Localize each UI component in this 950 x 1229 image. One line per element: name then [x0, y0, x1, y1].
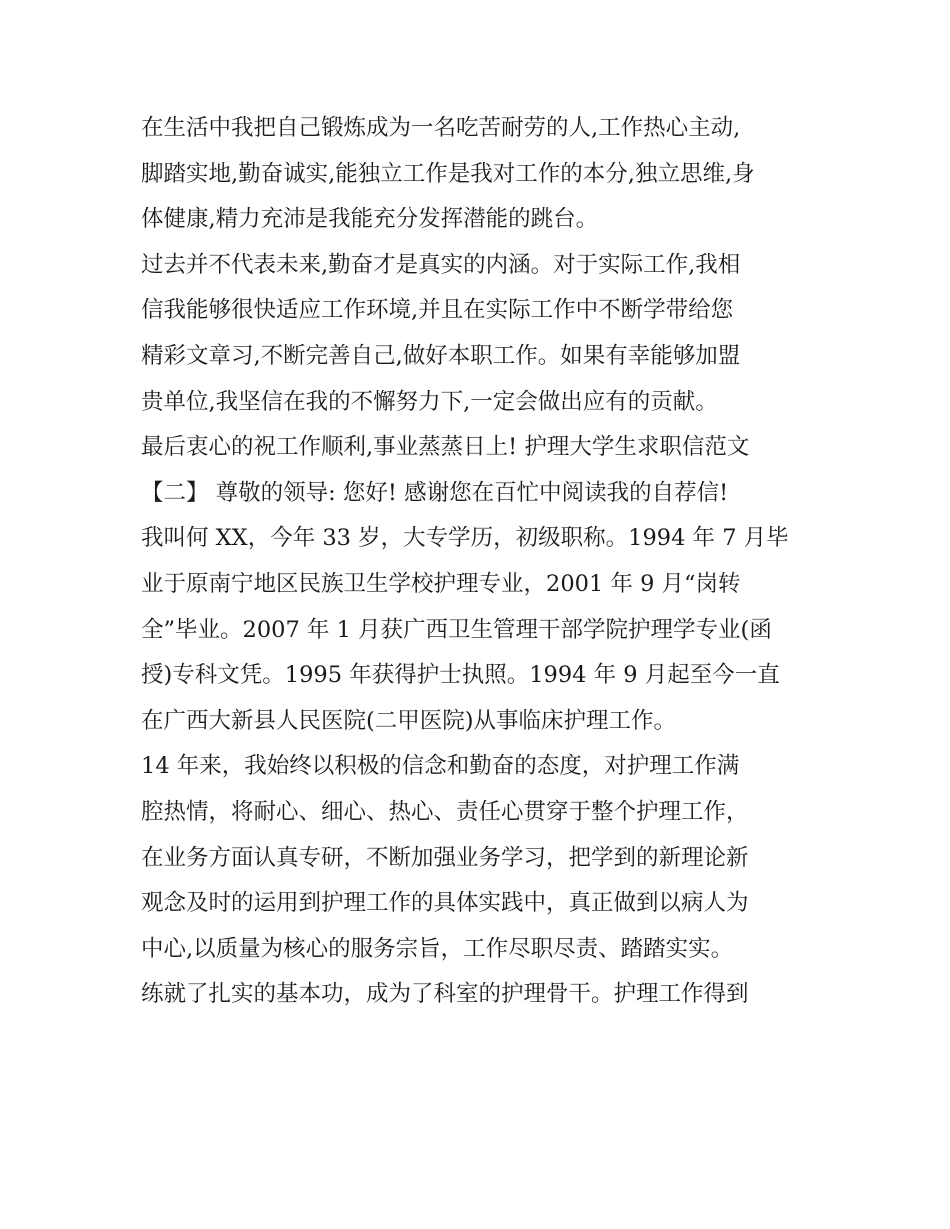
- text-line: 中心,以质量为核心的服务宗旨，工作尽职尽责、踏踏实实。: [141, 935, 734, 962]
- text-line: 授)专科文凭。1995 年获得护士执照。1994 年 9 月起至今一直: [141, 662, 780, 689]
- text-line: 观念及时的运用到护理工作的具体实践中，真正做到以病人为: [141, 890, 749, 917]
- text-line: 最后衷心的祝工作顺利,事业蒸蒸日上! 护理大学生求职信范文: [141, 434, 750, 461]
- text-line: 业于原南宁地区民族卫生学校护理专业，2001 年 9 月“岗转: [141, 570, 741, 597]
- text-line: 我叫何 XX，今年 33 岁，大专学历，初级职称。1994 年 7 月毕: [141, 525, 789, 552]
- text-line: 【二】 尊敬的领导: 您好! 感谢您在百忙中阅读我的自荐信!: [141, 479, 729, 506]
- text-line: 腔热情，将耐心、细心、热心、责任心贯穿于整个护理工作，: [141, 798, 749, 825]
- text-line: 过去并不代表未来,勤奋才是真实的内涵。对于实际工作,我相: [141, 251, 741, 278]
- text-line: 贵单位,我坚信在我的不懈努力下,一定会做出应有的贡献。: [141, 388, 718, 415]
- text-line: 14 年来，我始终以积极的信念和勤奋的态度，对护理工作满: [141, 753, 740, 780]
- text-line: 信我能够很快适应工作环境,并且在实际工作中不断学带给您: [141, 297, 734, 324]
- text-line: 在业务方面认真专研，不断加强业务学习，把学到的新理论新: [141, 844, 749, 871]
- text-line: 在广西大新县人民医院(二甲医院)从事临床护理工作。: [141, 707, 677, 734]
- text-line: 全”毕业。2007 年 1 月获广西卫生管理干部学院护理学专业(函: [141, 616, 772, 643]
- text-line: 练就了扎实的基本功，成为了科室的护理骨干。护理工作得到: [141, 981, 749, 1008]
- text-line: 在生活中我把自己锻炼成为一名吃苦耐劳的人,工作热心主动,: [141, 115, 741, 141]
- body-text: [141, 106, 821, 1018]
- text-line: 体健康,精力充沛是我能充分发挥潜能的跳台。: [141, 206, 599, 233]
- text-line: 脚踏实地,勤奋诚实,能独立工作是我对工作的本分,独立思维,身: [141, 160, 755, 187]
- text-line: 精彩文章习,不断完善自己,做好本职工作。如果有幸能够加盟: [141, 342, 741, 369]
